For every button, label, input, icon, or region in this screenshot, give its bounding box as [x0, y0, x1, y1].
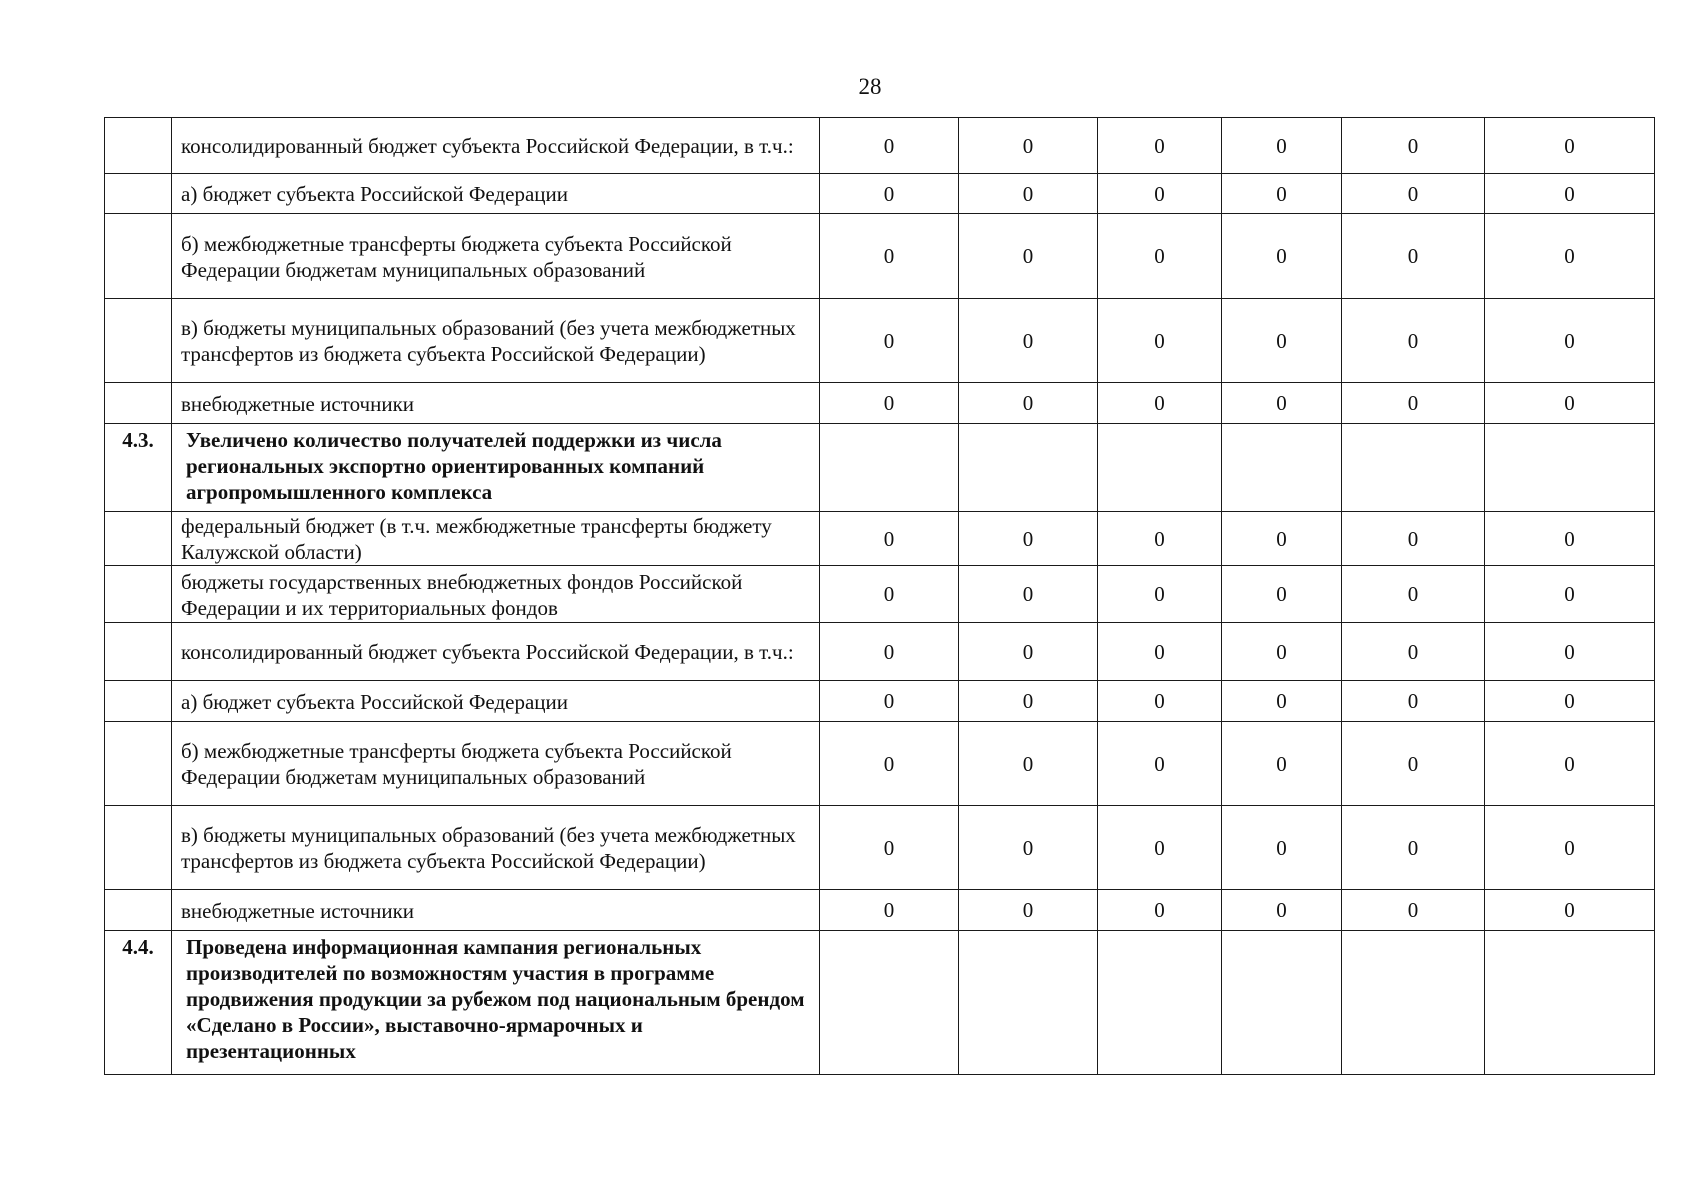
index-cell [105, 383, 172, 424]
index-cell [105, 512, 172, 566]
value-cell: 0 [1342, 299, 1485, 383]
value-cell: 0 [1342, 118, 1485, 174]
value-cell: 0 [1485, 806, 1655, 890]
value-cell: 0 [1485, 512, 1655, 566]
empty-cell [1222, 931, 1342, 1075]
table-row [105, 174, 1655, 214]
empty-cell [1342, 931, 1485, 1075]
value-cell: 0 [1222, 566, 1342, 623]
value-cell: 0 [1485, 299, 1655, 383]
value-cell: 0 [1485, 118, 1655, 174]
empty-cell [1485, 424, 1655, 512]
value-cell: 0 [1098, 299, 1222, 383]
value-cell: 0 [959, 890, 1098, 931]
page-number: 28 [858, 74, 882, 99]
value-cell: 0 [1485, 681, 1655, 722]
value-cell: 0 [820, 623, 959, 681]
value-cell: 0 [1342, 566, 1485, 623]
value-cell: 0 [820, 890, 959, 931]
value-cell: 0 [1222, 623, 1342, 681]
value-cell: 0 [1342, 681, 1485, 722]
value-cell: 0 [1098, 623, 1222, 681]
index-cell [105, 566, 172, 623]
value-cell: 0 [1098, 681, 1222, 722]
empty-cell [959, 931, 1098, 1075]
value-cell: 0 [1222, 806, 1342, 890]
table-row [105, 383, 1655, 424]
row-name: в) бюджеты муниципальных образований (без учета межбюджетных трансфертов из бюджета субъекта Российской Федерации) [172, 806, 820, 890]
index-cell [105, 174, 172, 214]
value-cell: 0 [1098, 722, 1222, 806]
budget-table [104, 117, 1655, 1075]
value-cell: 0 [820, 566, 959, 623]
value-cell: 0 [1098, 174, 1222, 214]
value-cell: 0 [1098, 214, 1222, 299]
empty-cell [1098, 931, 1222, 1075]
row-name: внебюджетные источники [172, 890, 820, 931]
table-row [105, 623, 1655, 681]
value-cell: 0 [1342, 806, 1485, 890]
empty-cell [1485, 931, 1655, 1075]
value-cell: 0 [1342, 722, 1485, 806]
empty-cell [1342, 424, 1485, 512]
table-row [105, 890, 1655, 931]
value-cell: 0 [1485, 383, 1655, 424]
value-cell: 0 [959, 623, 1098, 681]
table-row [105, 806, 1655, 890]
empty-cell [1222, 424, 1342, 512]
section-title: Проведена информационная кампания региональных производителей по возможностям участия в программе продвижения продукции за рубежом под национальным брендом «Сделано в России», выставочно-ярмарочных и презентационных [172, 931, 820, 1075]
value-cell: 0 [1222, 383, 1342, 424]
value-cell: 0 [820, 681, 959, 722]
value-cell: 0 [959, 512, 1098, 566]
value-cell: 0 [959, 806, 1098, 890]
empty-cell [820, 931, 959, 1075]
row-name: б) межбюджетные трансферты бюджета субъекта Российской Федерации бюджетам муниципальных образований [172, 214, 820, 299]
value-cell: 0 [1222, 299, 1342, 383]
index-cell [105, 214, 172, 299]
value-cell: 0 [959, 681, 1098, 722]
index-cell [105, 890, 172, 931]
index-cell [105, 722, 172, 806]
value-cell: 0 [1098, 383, 1222, 424]
section-index: 4.4. [105, 931, 172, 1075]
value-cell: 0 [820, 174, 959, 214]
value-cell: 0 [959, 118, 1098, 174]
value-cell: 0 [959, 299, 1098, 383]
value-cell: 0 [1098, 512, 1222, 566]
value-cell: 0 [1485, 722, 1655, 806]
table-row [105, 722, 1655, 806]
empty-cell [1098, 424, 1222, 512]
index-cell [105, 118, 172, 174]
value-cell: 0 [820, 214, 959, 299]
value-cell: 0 [1222, 174, 1342, 214]
value-cell: 0 [1222, 681, 1342, 722]
value-cell: 0 [1222, 118, 1342, 174]
value-cell: 0 [1485, 566, 1655, 623]
value-cell: 0 [1222, 512, 1342, 566]
value-cell: 0 [820, 512, 959, 566]
row-name: а) бюджет субъекта Российской Федерации [172, 174, 820, 214]
value-cell: 0 [1342, 383, 1485, 424]
index-cell [105, 806, 172, 890]
value-cell: 0 [959, 383, 1098, 424]
value-cell: 0 [959, 566, 1098, 623]
table-row [105, 512, 1655, 566]
index-cell [105, 623, 172, 681]
value-cell: 0 [1485, 890, 1655, 931]
value-cell: 0 [820, 383, 959, 424]
value-cell: 0 [820, 299, 959, 383]
index-cell [105, 299, 172, 383]
section-row [105, 931, 1655, 1075]
value-cell: 0 [1222, 722, 1342, 806]
value-cell: 0 [1342, 174, 1485, 214]
value-cell: 0 [959, 174, 1098, 214]
table-row [105, 299, 1655, 383]
value-cell: 0 [1485, 623, 1655, 681]
value-cell: 0 [1342, 890, 1485, 931]
table-body [105, 118, 1655, 1075]
value-cell: 0 [1342, 512, 1485, 566]
row-name: консолидированный бюджет субъекта Российской Федерации, в т.ч.: [172, 623, 820, 681]
empty-cell [959, 424, 1098, 512]
value-cell: 0 [1222, 214, 1342, 299]
value-cell: 0 [1342, 214, 1485, 299]
value-cell: 0 [959, 214, 1098, 299]
empty-cell [820, 424, 959, 512]
table-row [105, 681, 1655, 722]
row-name: б) межбюджетные трансферты бюджета субъекта Российской Федерации бюджетам муниципальных образований [172, 722, 820, 806]
value-cell: 0 [1098, 118, 1222, 174]
section-index: 4.3. [105, 424, 172, 512]
index-cell [105, 681, 172, 722]
row-name: в) бюджеты муниципальных образований (без учета межбюджетных трансфертов из бюджета субъекта Российской Федерации) [172, 299, 820, 383]
value-cell: 0 [1098, 890, 1222, 931]
table-row [105, 118, 1655, 174]
table-row [105, 566, 1655, 623]
value-cell: 0 [820, 722, 959, 806]
row-name: а) бюджет субъекта Российской Федерации [172, 681, 820, 722]
section-title: Увеличено количество получателей поддержки из числа региональных экспортно ориентированных компаний агропромышленного комплекса [172, 424, 820, 512]
value-cell: 0 [1222, 890, 1342, 931]
table-row [105, 214, 1655, 299]
value-cell: 0 [1342, 623, 1485, 681]
value-cell: 0 [1098, 566, 1222, 623]
value-cell: 0 [820, 806, 959, 890]
section-row [105, 424, 1655, 512]
row-name: внебюджетные источники [172, 383, 820, 424]
value-cell: 0 [1485, 174, 1655, 214]
value-cell: 0 [959, 722, 1098, 806]
value-cell: 0 [1485, 214, 1655, 299]
row-name: консолидированный бюджет субъекта Российской Федерации, в т.ч.: [172, 118, 820, 174]
row-name: бюджеты государственных внебюджетных фондов Российской Федерации и их территориальных фондов [172, 566, 820, 623]
value-cell: 0 [820, 118, 959, 174]
value-cell: 0 [1098, 806, 1222, 890]
row-name: федеральный бюджет (в т.ч. межбюджетные трансферты бюджету Калужской области) [172, 512, 820, 566]
